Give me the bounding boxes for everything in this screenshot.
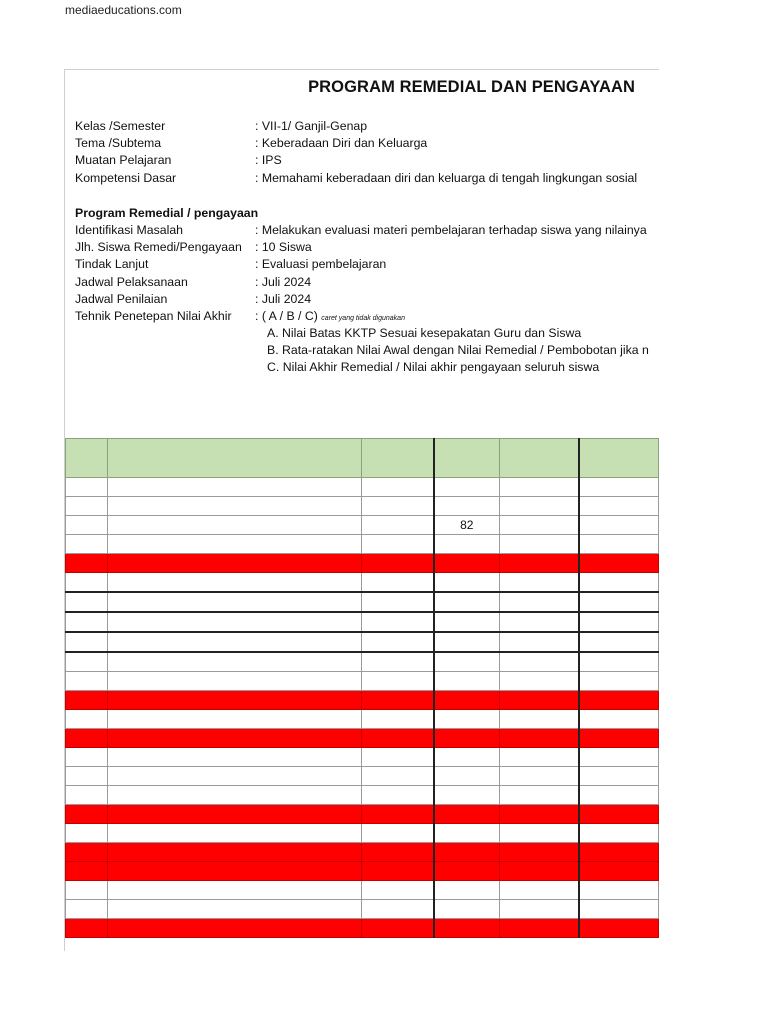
table-cell	[500, 919, 579, 938]
info-label: Tema /Subtema	[75, 136, 162, 151]
table-cell	[579, 592, 659, 612]
table-cell	[500, 632, 579, 652]
table-cell	[434, 862, 500, 881]
table-row	[66, 767, 659, 786]
table-row	[66, 592, 659, 612]
table-row	[66, 497, 659, 516]
table-cell	[66, 862, 108, 881]
table-cell	[362, 805, 434, 824]
table-cell	[108, 632, 362, 652]
table-cell	[579, 672, 659, 691]
table-cell	[500, 535, 579, 554]
table-row	[66, 554, 659, 573]
table-cell	[434, 748, 500, 767]
table-cell	[579, 652, 659, 672]
info-row-kelas	[75, 118, 368, 135]
program-label: Identifikasi Masalah	[75, 222, 183, 237]
table-cell	[579, 862, 659, 881]
table-cell	[434, 632, 500, 652]
program-label: Jadwal Penilaian	[75, 291, 168, 306]
table-cell	[579, 478, 659, 497]
technique-note: caret yang tidak digunakan	[321, 314, 405, 322]
table-cell	[108, 592, 362, 612]
table-cell	[434, 691, 500, 710]
table-cell	[500, 824, 579, 843]
table-cell	[108, 881, 362, 900]
header-cell	[66, 439, 108, 478]
table-cell	[108, 900, 362, 919]
table-row	[66, 824, 659, 843]
table-cell	[579, 612, 659, 632]
table-cell	[579, 691, 659, 710]
info-label: Kelas /Semester	[75, 119, 166, 133]
table-row	[66, 691, 659, 710]
info-value: : Memahami keberadaan diri dan keluarga di tengah lingkungan sosial	[255, 170, 638, 185]
table-cell	[579, 824, 659, 843]
info-label: Kompetensi Dasar	[75, 170, 177, 185]
table-cell	[500, 573, 579, 593]
score-table	[65, 438, 659, 938]
table-cell	[66, 919, 108, 938]
table-cell	[362, 535, 434, 554]
table-cell	[500, 805, 579, 824]
option-text: A. Nilai Batas KKTP Sesuai kesepakatan Guru dan Siswa	[267, 326, 582, 341]
table-cell	[434, 652, 500, 672]
table-cell	[434, 919, 500, 938]
table-cell	[362, 767, 434, 786]
table-cell	[362, 786, 434, 805]
table-cell	[108, 535, 362, 554]
program-value: : 10 Siswa	[255, 240, 312, 255]
table-cell	[579, 573, 659, 593]
table-cell	[362, 516, 434, 535]
table-cell	[434, 710, 500, 729]
table-cell	[500, 497, 579, 516]
table-cell	[66, 652, 108, 672]
header-cell	[362, 439, 434, 478]
table-row	[66, 573, 659, 593]
table-cell	[434, 478, 500, 497]
table-row	[66, 535, 659, 554]
table-cell	[362, 919, 434, 938]
table-cell	[108, 691, 362, 710]
table-cell	[579, 881, 659, 900]
table-cell	[66, 900, 108, 919]
table-cell	[579, 748, 659, 767]
technique-value: : ( A / B / C)	[255, 308, 322, 323]
table-row	[66, 516, 659, 535]
table-cell	[362, 478, 434, 497]
table-cell	[108, 573, 362, 593]
table-cell	[362, 672, 434, 691]
table-cell	[66, 824, 108, 843]
table-cell	[66, 710, 108, 729]
option-text: C. Nilai Akhir Remedial / Nilai akhir pengayaan seluruh siswa	[267, 360, 600, 375]
table-cell	[579, 767, 659, 786]
table-cell	[500, 691, 579, 710]
table-cell	[108, 652, 362, 672]
program-value: : Evaluasi pembelajaran	[255, 257, 387, 272]
table-cell	[500, 862, 579, 881]
table-cell	[362, 729, 434, 748]
score-table-body	[66, 439, 659, 938]
table-cell	[108, 824, 362, 843]
table-cell	[66, 786, 108, 805]
table-cell	[500, 592, 579, 612]
table-cell	[108, 612, 362, 632]
table-cell	[108, 767, 362, 786]
table-cell	[362, 900, 434, 919]
table-row	[66, 900, 659, 919]
table-cell	[66, 672, 108, 691]
page-title: PROGRAM REMEDIAL DAN PENGAYAAN	[308, 78, 635, 96]
table-row	[66, 710, 659, 729]
table-cell	[362, 592, 434, 612]
table-cell	[108, 554, 362, 573]
table-cell	[500, 748, 579, 767]
document-sheet	[64, 69, 659, 951]
info-value: : Keberadaan Diri dan Keluarga	[255, 136, 428, 151]
technique-option-a	[75, 325, 582, 342]
table-cell	[108, 710, 362, 729]
table-cell	[579, 919, 659, 938]
table-cell	[500, 554, 579, 573]
table-cell	[362, 497, 434, 516]
table-cell	[579, 632, 659, 652]
table-header-row	[66, 439, 659, 478]
program-row-pelaksanaan	[75, 274, 312, 291]
table-cell	[579, 786, 659, 805]
table-cell	[66, 691, 108, 710]
table-cell	[500, 786, 579, 805]
table-cell	[500, 478, 579, 497]
program-row-penilaian	[75, 291, 312, 308]
table-cell	[362, 881, 434, 900]
table-cell	[108, 805, 362, 824]
table-cell	[362, 652, 434, 672]
table-cell	[362, 710, 434, 729]
table-cell	[108, 919, 362, 938]
table-cell	[66, 573, 108, 593]
technique-option-c	[75, 359, 600, 376]
table-cell	[434, 554, 500, 573]
table-cell	[362, 612, 434, 632]
table-cell	[500, 652, 579, 672]
info-row-tema	[75, 135, 428, 152]
info-value: : VII-1/ Ganjil-Genap	[255, 119, 368, 133]
table-row	[66, 672, 659, 691]
table-cell	[108, 748, 362, 767]
table-cell	[500, 767, 579, 786]
table-cell	[579, 535, 659, 554]
header-cell	[108, 439, 362, 478]
program-value: : Juli 2024	[255, 274, 312, 289]
table-cell	[108, 729, 362, 748]
table-cell	[66, 554, 108, 573]
table-cell	[434, 672, 500, 691]
table-row	[66, 862, 659, 881]
table-cell	[66, 748, 108, 767]
program-value: : Juli 2024	[255, 291, 312, 306]
table-cell	[362, 843, 434, 862]
table-cell	[66, 612, 108, 632]
table-cell	[500, 843, 579, 862]
info-row-muatan	[75, 152, 282, 169]
table-cell	[500, 881, 579, 900]
table-cell	[108, 516, 362, 535]
table-cell: 82	[434, 516, 500, 535]
table-cell	[66, 632, 108, 652]
table-cell	[362, 573, 434, 593]
header-cell	[434, 439, 500, 478]
program-label: Jlh. Siswa Remedi/Pengayaan	[75, 240, 242, 255]
table-cell	[108, 478, 362, 497]
table-cell	[66, 497, 108, 516]
table-row	[66, 652, 659, 672]
info-label: Muatan Pelajaran	[75, 153, 172, 168]
table-cell	[362, 632, 434, 652]
table-cell	[66, 535, 108, 554]
table-cell	[579, 497, 659, 516]
site-url: mediaeducations.com	[65, 3, 182, 17]
table-cell	[500, 900, 579, 919]
info-block	[75, 118, 649, 377]
table-cell	[66, 516, 108, 535]
program-row-jumlah	[75, 239, 312, 256]
table-cell	[434, 881, 500, 900]
table-cell	[108, 843, 362, 862]
table-cell	[500, 516, 579, 535]
table-cell	[362, 824, 434, 843]
table-cell	[579, 805, 659, 824]
table-cell	[66, 843, 108, 862]
table-cell	[362, 554, 434, 573]
table-row	[66, 729, 659, 748]
table-row	[66, 805, 659, 824]
table-cell	[362, 748, 434, 767]
table-cell	[434, 612, 500, 632]
technique-option-b	[75, 342, 649, 359]
program-label: Tindak Lanjut	[75, 257, 149, 272]
technique-row	[75, 308, 405, 325]
table-cell	[66, 478, 108, 497]
table-cell	[66, 805, 108, 824]
table-cell	[434, 535, 500, 554]
table-cell	[66, 881, 108, 900]
table-cell	[500, 729, 579, 748]
table-cell	[434, 900, 500, 919]
program-heading: Program Remedial / pengayaan	[75, 205, 259, 220]
table-cell	[579, 900, 659, 919]
table-cell	[434, 805, 500, 824]
table-cell	[108, 862, 362, 881]
table-row	[66, 786, 659, 805]
table-cell	[434, 824, 500, 843]
table-row	[66, 612, 659, 632]
table-row	[66, 478, 659, 497]
table-cell	[579, 516, 659, 535]
technique-label: Tehnik Penetepan Nilai Akhir	[75, 308, 232, 323]
table-cell	[434, 573, 500, 593]
info-row-kompetensi	[75, 170, 638, 187]
program-row-tindak-lanjut	[75, 256, 387, 273]
table-row	[66, 748, 659, 767]
table-row	[66, 919, 659, 938]
table-cell	[434, 592, 500, 612]
table-cell	[362, 691, 434, 710]
table-cell	[66, 592, 108, 612]
table-cell	[66, 767, 108, 786]
table-cell	[434, 843, 500, 862]
table-cell	[434, 729, 500, 748]
header-cell	[500, 439, 579, 478]
header-cell	[579, 439, 659, 478]
table-row	[66, 632, 659, 652]
table-cell	[500, 672, 579, 691]
table-cell	[434, 767, 500, 786]
info-value: : IPS	[255, 153, 282, 168]
table-cell	[434, 497, 500, 516]
program-label: Jadwal Pelaksanaan	[75, 274, 188, 289]
table-cell	[500, 612, 579, 632]
table-cell	[362, 862, 434, 881]
table-cell	[500, 710, 579, 729]
table-cell	[108, 497, 362, 516]
table-cell	[579, 729, 659, 748]
table-cell	[108, 786, 362, 805]
table-cell	[66, 729, 108, 748]
program-value: : Melakukan evaluasi materi pembelajaran terhadap siswa yang nilainya	[255, 222, 647, 237]
table-cell	[579, 554, 659, 573]
program-row-identifikasi	[75, 222, 647, 239]
table-cell	[579, 843, 659, 862]
table-row	[66, 843, 659, 862]
table-cell	[108, 672, 362, 691]
option-text: B. Rata-ratakan Nilai Awal dengan Nilai Remedial / Pembobotan jika n	[267, 343, 649, 358]
table-row	[66, 881, 659, 900]
table-cell	[579, 710, 659, 729]
table-cell	[434, 786, 500, 805]
